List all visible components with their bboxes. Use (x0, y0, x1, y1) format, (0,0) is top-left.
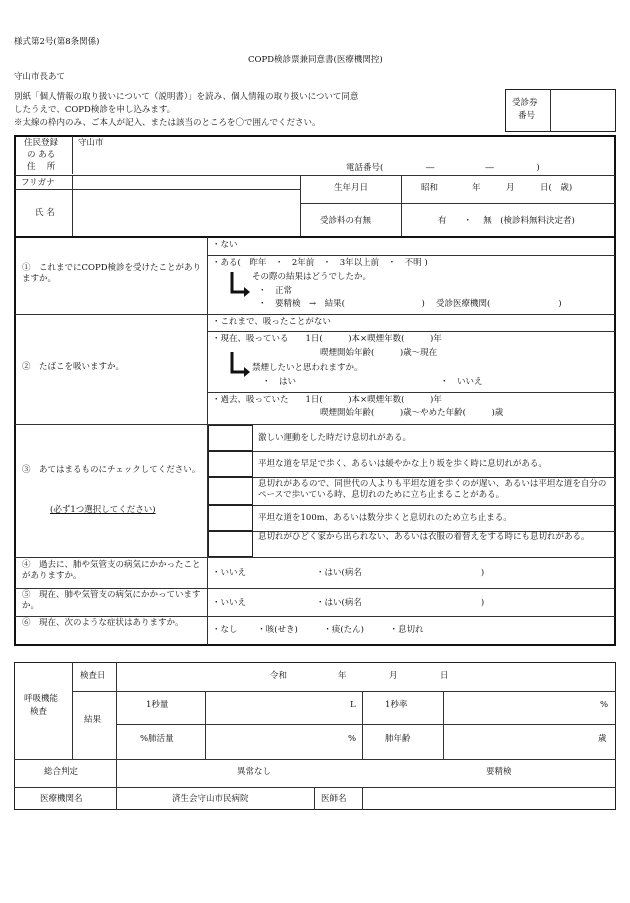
q1-option-none[interactable]: ・ない (212, 240, 238, 250)
q2-past-start-age[interactable]: 喫煙開始年齢( )歳～やめた年齢( )歳 (320, 408, 504, 418)
address-label: 住民登録 (24, 138, 59, 148)
vital-capacity-unit: % (348, 734, 357, 744)
q1-result-normal[interactable]: ・ 正常 (258, 286, 293, 296)
furigana-label: フリガナ (21, 178, 55, 188)
lung-age-field[interactable] (444, 725, 615, 758)
phone-field[interactable]: 電話番号( ― ― ) (346, 163, 540, 173)
intro-text-1: 別紙「個人情報の取り扱いについて（説明書）」を読み、個人情報の取り扱いについて同意 (14, 92, 359, 102)
exam-date-label: 検査日 (80, 671, 106, 681)
fev1-label: 1秒量 (146, 700, 169, 710)
form-title: COPD検診票兼同意書(医療機関控) (248, 55, 383, 65)
q1-result-recheck[interactable]: ・ 要精検 → 結果( ) 受診医療機関( ) (258, 299, 562, 309)
vital-capacity-field[interactable] (206, 725, 361, 758)
q2-option-past[interactable]: ・過去、吸っていた 1日( )本×喫煙年数( )年 (212, 395, 442, 405)
exam-date-field[interactable]: 令和 年 月 日 (270, 671, 449, 681)
form-number: 様式第2号(第8条関係) (14, 37, 100, 47)
q2-quit-no[interactable]: ・ いいえ (440, 377, 483, 387)
q1-result-question: その際の結果はどうでしたか。 (252, 272, 372, 282)
ticket-label-2: 番号 (518, 111, 536, 121)
q6-options[interactable]: ・なし ・咳(せき) ・痰(たん) ・息切れ (212, 625, 424, 635)
q3-checkbox-4[interactable] (208, 505, 253, 531)
address-label-2: の ある (27, 150, 56, 160)
respiratory-test-label-2: 検査 (30, 707, 48, 717)
q3-checkbox-3[interactable] (208, 477, 253, 505)
doctor-label: 医師名 (321, 794, 347, 804)
q2-question: ② たばこを吸いますか。 (22, 362, 125, 372)
q3-checkbox-5[interactable] (208, 531, 253, 557)
q5-option-yes[interactable]: ・はい(病名 ) (316, 598, 485, 608)
institution-name: 済生会守山市民病院 (172, 794, 249, 804)
address-label-3: 住 所 (27, 162, 56, 172)
lung-age-unit: 歳 (598, 734, 607, 744)
fev1-ratio-field[interactable] (444, 692, 615, 724)
arrow-icon (228, 350, 252, 380)
respiratory-test-label: 呼吸機能 (24, 694, 59, 704)
name-field[interactable] (73, 190, 299, 235)
q5-question: ⑤ 現在、肺や気管支の病気にかかっていますか。 (22, 590, 201, 612)
q3-item-1: 激しい運動をした時だけ息切れがある。 (258, 433, 412, 443)
fev1-field[interactable] (206, 692, 361, 724)
institution-label: 医療機関名 (40, 794, 83, 804)
overall-recheck-option[interactable]: 要精検 (486, 767, 512, 777)
vital-capacity-label: %肺活量 (140, 734, 174, 744)
q6-question: ⑥ 現在、次のような症状はありますか。 (22, 618, 184, 628)
q2-quit-question: 禁煙したいと思われますか。 (252, 363, 363, 373)
q4-question: ④ 過去に、肺や気管支の病気にかかったことがありますか。 (22, 560, 201, 582)
q5-option-no[interactable]: ・いいえ (212, 598, 247, 608)
q2-option-current[interactable]: ・現在、吸っている 1日( )本×喫煙年数( )年 (212, 334, 442, 344)
q3-item-2: 平坦な道を早足で歩く、あるいは緩やかな上り坂を歩く時に息切れがある。 (258, 459, 547, 469)
fev1-unit: L (350, 700, 356, 710)
overall-normal-option[interactable]: 異常なし (237, 767, 272, 777)
fev1-ratio-unit: % (600, 700, 609, 710)
doctor-name-field[interactable] (363, 788, 615, 809)
q3-item-3: 息切れがあるので、同世代の人よりも平坦な道を歩くのが遅い、あるいは平坦な道を自分のペースで歩いている時、息切れのために立ち止まることがある。 (258, 479, 607, 501)
overall-judgment-label: 総合判定 (44, 767, 79, 777)
q1-option-yes[interactable]: ・ある( 昨年 ・ 2年前 ・ 3年以上前 ・ 不明 ) (212, 258, 428, 268)
birthdate-field[interactable]: 昭和 年 月 日( 歳) (421, 183, 573, 193)
q4-option-yes[interactable]: ・はい(病名 ) (316, 568, 485, 578)
q1-question: ① これまでにCOPD検診を受けたことがありますか。 (22, 263, 202, 285)
ticket-number-field[interactable] (551, 90, 615, 131)
intro-text-2: したうえで、COPD検診を申し込みます。 (14, 105, 176, 115)
q2-option-never[interactable]: ・これまで、吸ったことがない (212, 317, 331, 327)
q4-option-no[interactable]: ・いいえ (212, 568, 247, 578)
lung-age-label: 肺年齢 (385, 734, 411, 744)
birthdate-label: 生年月日 (334, 183, 369, 193)
ticket-label: 受診券 (512, 98, 538, 108)
intro-text-3: ※太線の枠内のみ、ご本人が記入、または該当のところを〇で囲んでください。 (14, 118, 321, 128)
result-label: 結果 (84, 715, 102, 725)
addressee: 守山市長あて (14, 72, 66, 82)
q3-question: ③ あてはまるものにチェックしてください。 (22, 465, 201, 475)
q3-note: (必ず1つ選択してください) (50, 505, 156, 515)
address-value[interactable]: 守山市 (78, 138, 104, 148)
fee-options[interactable]: 有 ・ 無 (検診料無料決定者) (438, 216, 575, 226)
arrow-icon (228, 270, 252, 300)
q3-checkbox-1[interactable] (208, 425, 253, 451)
fee-label: 受診料の有無 (320, 216, 372, 226)
q3-item-4: 平坦な道を100m、あるいは数分歩くと息切れのため立ち止まる。 (258, 513, 512, 523)
furigana-field[interactable] (73, 176, 299, 188)
q2-current-start-age[interactable]: 喫煙開始年齢( )歳～現在 (320, 348, 438, 358)
name-label: 氏 名 (35, 208, 55, 218)
q2-quit-yes[interactable]: ・ はい (262, 377, 297, 387)
fev1-ratio-label: 1秒率 (385, 700, 408, 710)
q3-checkbox-2[interactable] (208, 451, 253, 477)
q3-item-5: 息切れがひどく家から出られない、あるいは衣服の着替えをする時にも息切れがある。 (258, 532, 590, 542)
